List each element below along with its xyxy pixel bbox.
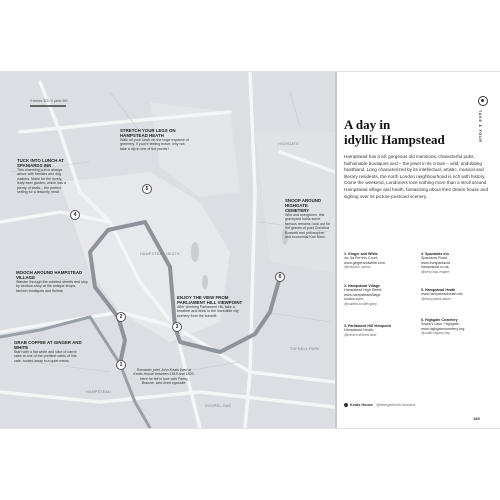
callout-body: After climbing Parliament Hill, take a breather and drink in the incredible city scenery from the summit.: [177, 305, 239, 318]
scale-label: 0 metres 300 / 0 yards 300: [30, 99, 68, 103]
legend-item-3: [344, 324, 416, 337]
route-stop-2: 2: [116, 312, 126, 322]
callout-highgate-cemetery: [285, 198, 331, 239]
legend-tag: @isabela.scuttlezgezy: [344, 301, 377, 306]
legend-item-1: [344, 252, 416, 270]
callout-body: This charming pub is always abuzz with families and dog walkers. Make for the lovely, leafy beer garden, which has a plenty of seats – the perfect setting for a leisurely meal.: [17, 168, 66, 195]
legend-line: Hampstead High Street;: [344, 288, 383, 293]
legend-line: Swain's Lane, Highgate;: [421, 322, 460, 327]
callout-heading: GRAB COFFEE AT GINGER AND WHITE: [14, 340, 82, 350]
legend-title: 1. Ginger and White: [344, 252, 378, 256]
label-tufnell-park: TUFNELL PARK: [290, 347, 320, 351]
legend-tag: @hilary.prima.album: [421, 296, 452, 301]
legend-line: Hampstead Heath;: [344, 328, 374, 333]
route-stop-3: 3: [172, 322, 182, 332]
legend-line: 4a–5a Perrin's Court;: [344, 256, 378, 261]
legend-item-6: [421, 318, 495, 336]
callout-spaniards-inn: [17, 158, 69, 194]
callout-parliament-hill: [177, 295, 249, 318]
page-number: 189: [473, 416, 480, 421]
legend-item-2: [344, 284, 416, 306]
label-hampstead: HAMPSTEAD: [86, 390, 112, 394]
callout-keats-house: [133, 368, 195, 386]
legend-title: 5. Hampstead Heath: [421, 288, 456, 292]
legend-tag: @kerry.logs.engine: [421, 269, 450, 274]
photo-credit-tag: @hemgsbooth.humans: [376, 403, 416, 407]
legend-line: www.hampsteadheath.net;: [421, 292, 464, 297]
callout-body: Walk off your lunch on the huge expanse of greenery. If you're feeling brave, why not take a dip in one of the ponds?: [120, 138, 189, 151]
route-stop-6: 6: [275, 272, 285, 282]
callout-heading: MOOCH AROUND HAMPSTEAD VILLAGE: [16, 270, 83, 280]
legend-line: www.gingerandwhite.com;: [344, 260, 386, 265]
legend-line: hampstead.co.uk;: [421, 265, 450, 270]
legend-line: www.hampsteadvillage: [344, 292, 381, 297]
label-highgate: HIGHGATE: [278, 142, 299, 146]
callout-hampstead-heath: [120, 128, 190, 151]
hampstead-map: [0, 72, 335, 428]
legend-title: 3. Parliament Hill Viewpoint: [344, 324, 391, 328]
legend-item-5: [421, 288, 495, 301]
label-gospel-oak: GOSPEL OAK: [205, 404, 232, 408]
legend-title: 6. Highgate Cemetery: [421, 318, 458, 322]
legend-line: london.com;: [344, 297, 364, 302]
route-stop-4: 4: [70, 210, 80, 220]
route-stop-1: 1: [116, 360, 126, 370]
location-pin-icon: [478, 96, 488, 106]
side-tab: [478, 96, 486, 143]
callout-heading: TUCK INTO LUNCH AT SPANIARDS INN: [17, 158, 64, 168]
legend-title: 2. Hampstead Village: [344, 284, 380, 288]
callout-body: Romantic poet John Keats lived at Keats House between 1818 and 1820. Here he fell in love with Fanny Brawne, who lived opposite.: [133, 368, 195, 386]
legend-line: www.highgatecemetery.org;: [421, 326, 466, 331]
callout-body: Wander through the cobbled streets and stop by window-shop at the antique shops, fashion boutiques and florists.: [16, 280, 88, 293]
legend-item-4: [421, 252, 495, 274]
legend-tag: @tinkydoh_author: [344, 265, 371, 270]
label-hampstead-heath: HAMPSTEAD HEATH: [140, 252, 180, 256]
page-title-line2: idyllic Hampstead: [344, 132, 445, 147]
legend-line: www.thespaniards: [421, 260, 451, 265]
text-page: [337, 72, 500, 428]
callout-heading: SNOOP AROUND HIGHGATE CEMETERY: [285, 198, 322, 213]
legend-line: Spaniards Road;: [421, 256, 448, 261]
pin-icon: [344, 403, 348, 407]
side-tab-label: TAKE A TOUR: [478, 110, 482, 143]
callout-hampstead-village: [16, 270, 88, 293]
legend-title: 4. Spaniards Inn: [421, 252, 449, 256]
photo-credit: [344, 403, 415, 407]
callout-body: Start with a flat white and slice of carrot cake at one of the prettiest cafés of this café, tucked away in a quiet mews.: [14, 350, 77, 363]
callout-body: Wild and overgrown, this graveyard holds some famous remains; look out for the graves of poet Christina Rossetti and philosopher and economist Karl Marx.: [285, 213, 331, 240]
callout-ginger-and-white: [14, 340, 82, 363]
legend-tag: @sudin.regard.crap: [421, 331, 451, 336]
callout-heading: ENJOY THE VIEW FROM PARLIAMENT HILL VIEWPOINT: [177, 295, 243, 305]
book-spread: [0, 72, 500, 428]
intro-paragraph: Hampstead has it all: gorgeous old mansions, characterful pubs, fashionable boutiques and – the jewel in its crown – wild, undulating heathland. Long characterized by its intellectual, artistic, musical and literary residents, the north London neighbourhood is rich with history. Come the weekend, Londoners love nothing more than a stroll around Hampstead village and heath, fantasizing about their dream house and sighing over its picture-postcard scenery.: [344, 154, 489, 199]
photo-credit-title: Keats House: [350, 403, 374, 407]
page-title-line1: A day in: [344, 117, 391, 132]
legend-tag: @travers.defined.land: [344, 332, 377, 337]
callout-heading: STRETCH YOUR LEGS ON HAMPSTEAD HEATH: [120, 128, 176, 138]
route-stop-5: 5: [142, 184, 152, 194]
scale-bar: [30, 105, 66, 107]
